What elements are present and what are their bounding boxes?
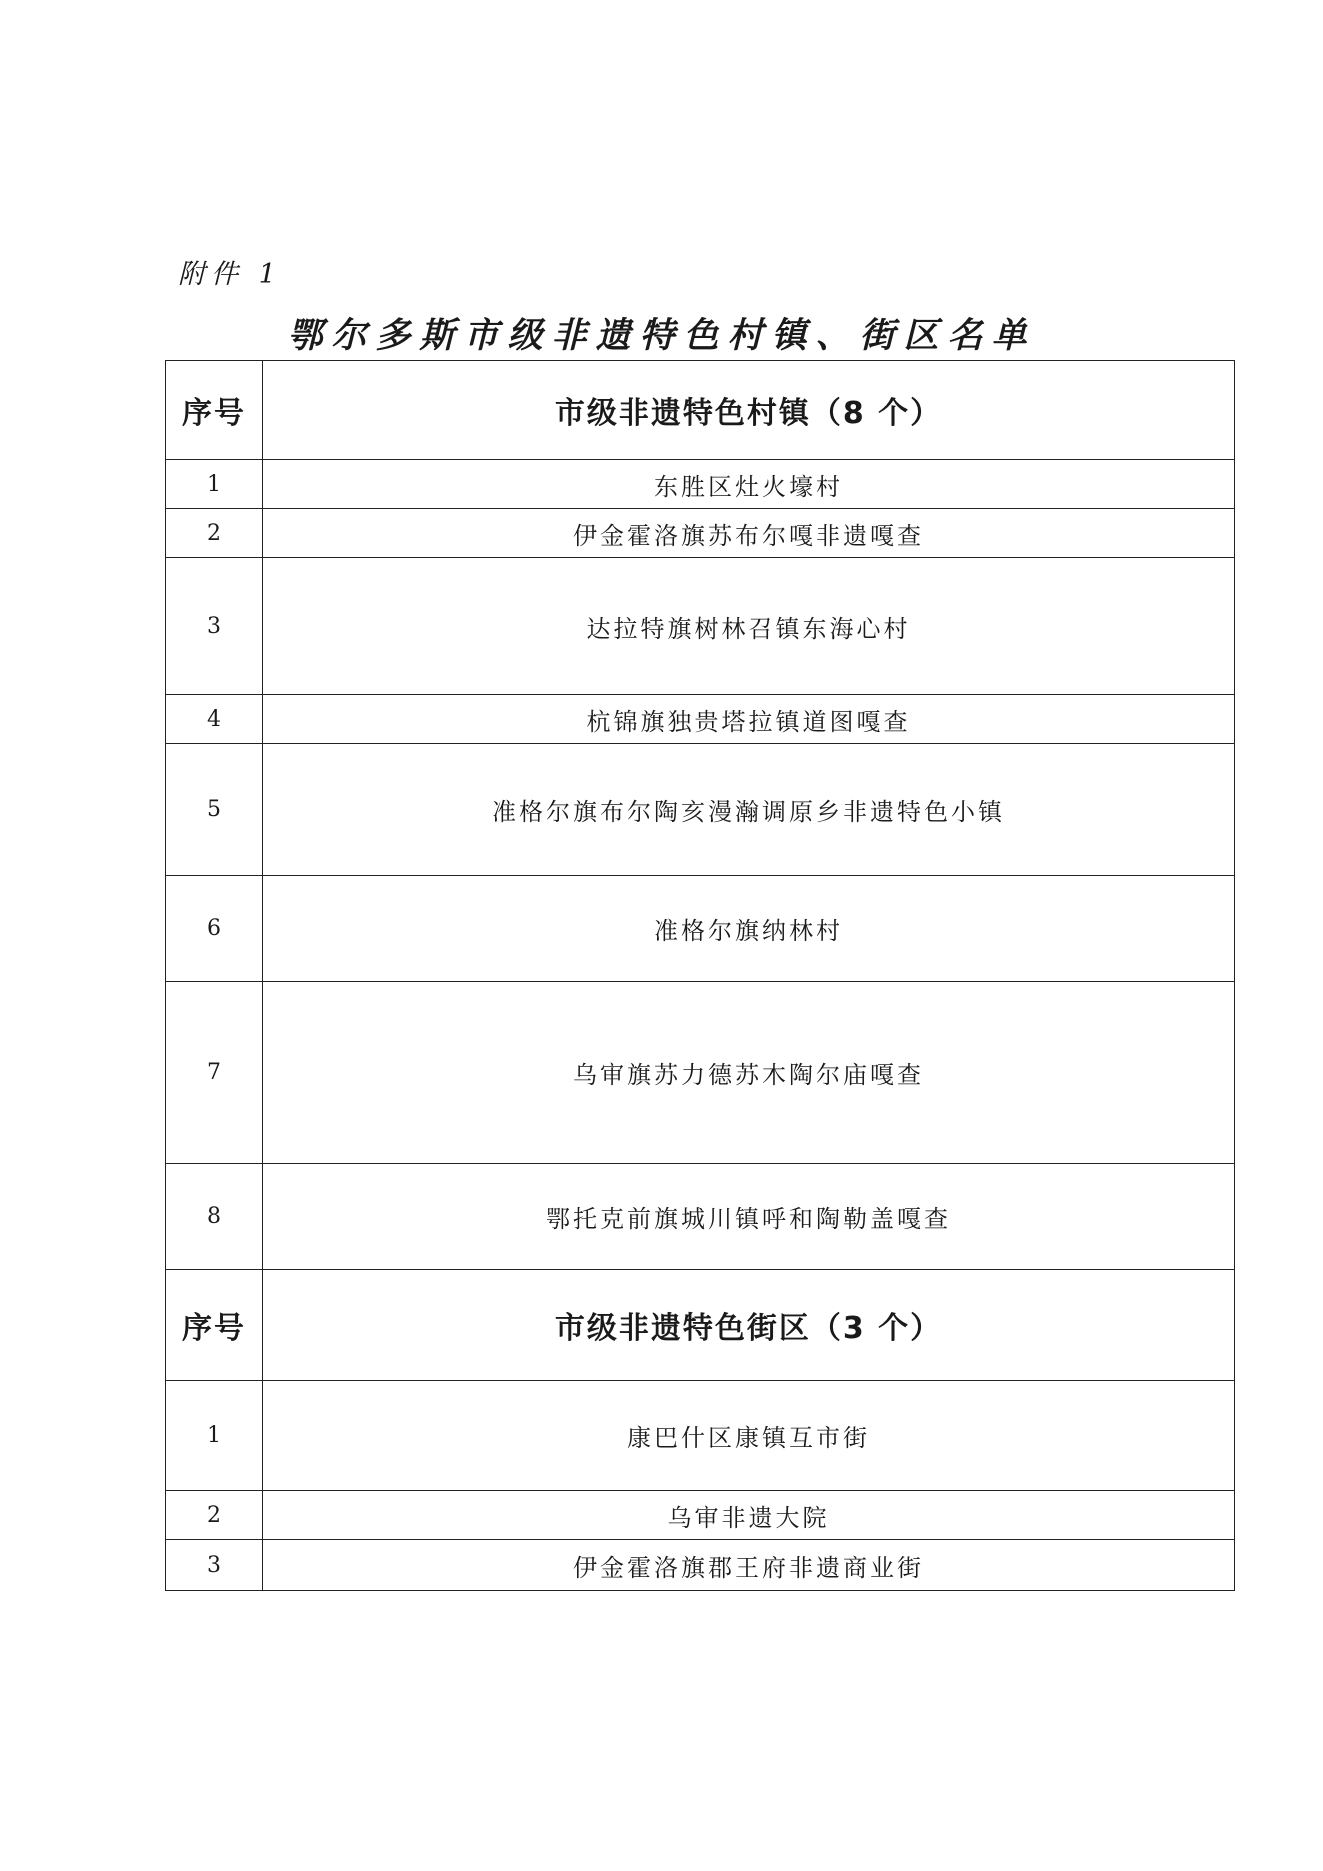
row-number: 6 — [166, 876, 263, 982]
row-name: 达拉特旗树林召镇东海心村 — [263, 558, 1235, 695]
table-row — [166, 1381, 1235, 1491]
row-name: 鄂托克前旗城川镇呼和陶勒盖嘎查 — [263, 1164, 1235, 1270]
table-row — [166, 558, 1235, 695]
table-row — [166, 1491, 1235, 1540]
streets-index-header: 序号 — [166, 1270, 263, 1381]
row-name: 准格尔旗纳林村 — [263, 876, 1235, 982]
row-name: 乌审旗苏力德苏木陶尔庙嘎查 — [263, 982, 1235, 1164]
streets-header-row — [166, 1270, 1235, 1381]
table-row — [166, 982, 1235, 1164]
table-row — [166, 744, 1235, 876]
row-name: 杭锦旗独贵塔拉镇道图嘎查 — [263, 695, 1235, 744]
villages-title-header: 市级非遗特色村镇（8 个） — [263, 361, 1235, 460]
villages-index-header: 序号 — [166, 361, 263, 460]
row-number: 7 — [166, 982, 263, 1164]
row-name: 伊金霍洛旗郡王府非遗商业街 — [263, 1540, 1235, 1591]
row-number: 8 — [166, 1164, 263, 1270]
row-name: 康巴什区康镇互市街 — [263, 1381, 1235, 1491]
row-number: 1 — [166, 1381, 263, 1491]
table-row — [166, 695, 1235, 744]
table-row — [166, 1540, 1235, 1591]
row-number: 2 — [166, 509, 263, 558]
row-number: 4 — [166, 695, 263, 744]
row-name: 乌审非遗大院 — [263, 1491, 1235, 1540]
document-title: 鄂尔多斯市级非遗特色村镇、街区名单 — [287, 315, 1036, 356]
attachment-label: 附件 1 — [178, 259, 282, 290]
row-number: 3 — [166, 1540, 263, 1591]
table-row — [166, 1164, 1235, 1270]
row-name: 准格尔旗布尔陶亥漫瀚调原乡非遗特色小镇 — [263, 744, 1235, 876]
table-row — [166, 460, 1235, 509]
row-name: 伊金霍洛旗苏布尔嘎非遗嘎查 — [263, 509, 1235, 558]
heritage-list-table — [165, 360, 1235, 1591]
row-number: 2 — [166, 1491, 263, 1540]
row-name: 东胜区灶火壕村 — [263, 460, 1235, 509]
villages-header-row — [166, 361, 1235, 460]
streets-title-header: 市级非遗特色街区（3 个） — [263, 1270, 1235, 1381]
table-row — [166, 509, 1235, 558]
row-number: 3 — [166, 558, 263, 695]
table-row — [166, 876, 1235, 982]
row-number: 1 — [166, 460, 263, 509]
row-number: 5 — [166, 744, 263, 876]
